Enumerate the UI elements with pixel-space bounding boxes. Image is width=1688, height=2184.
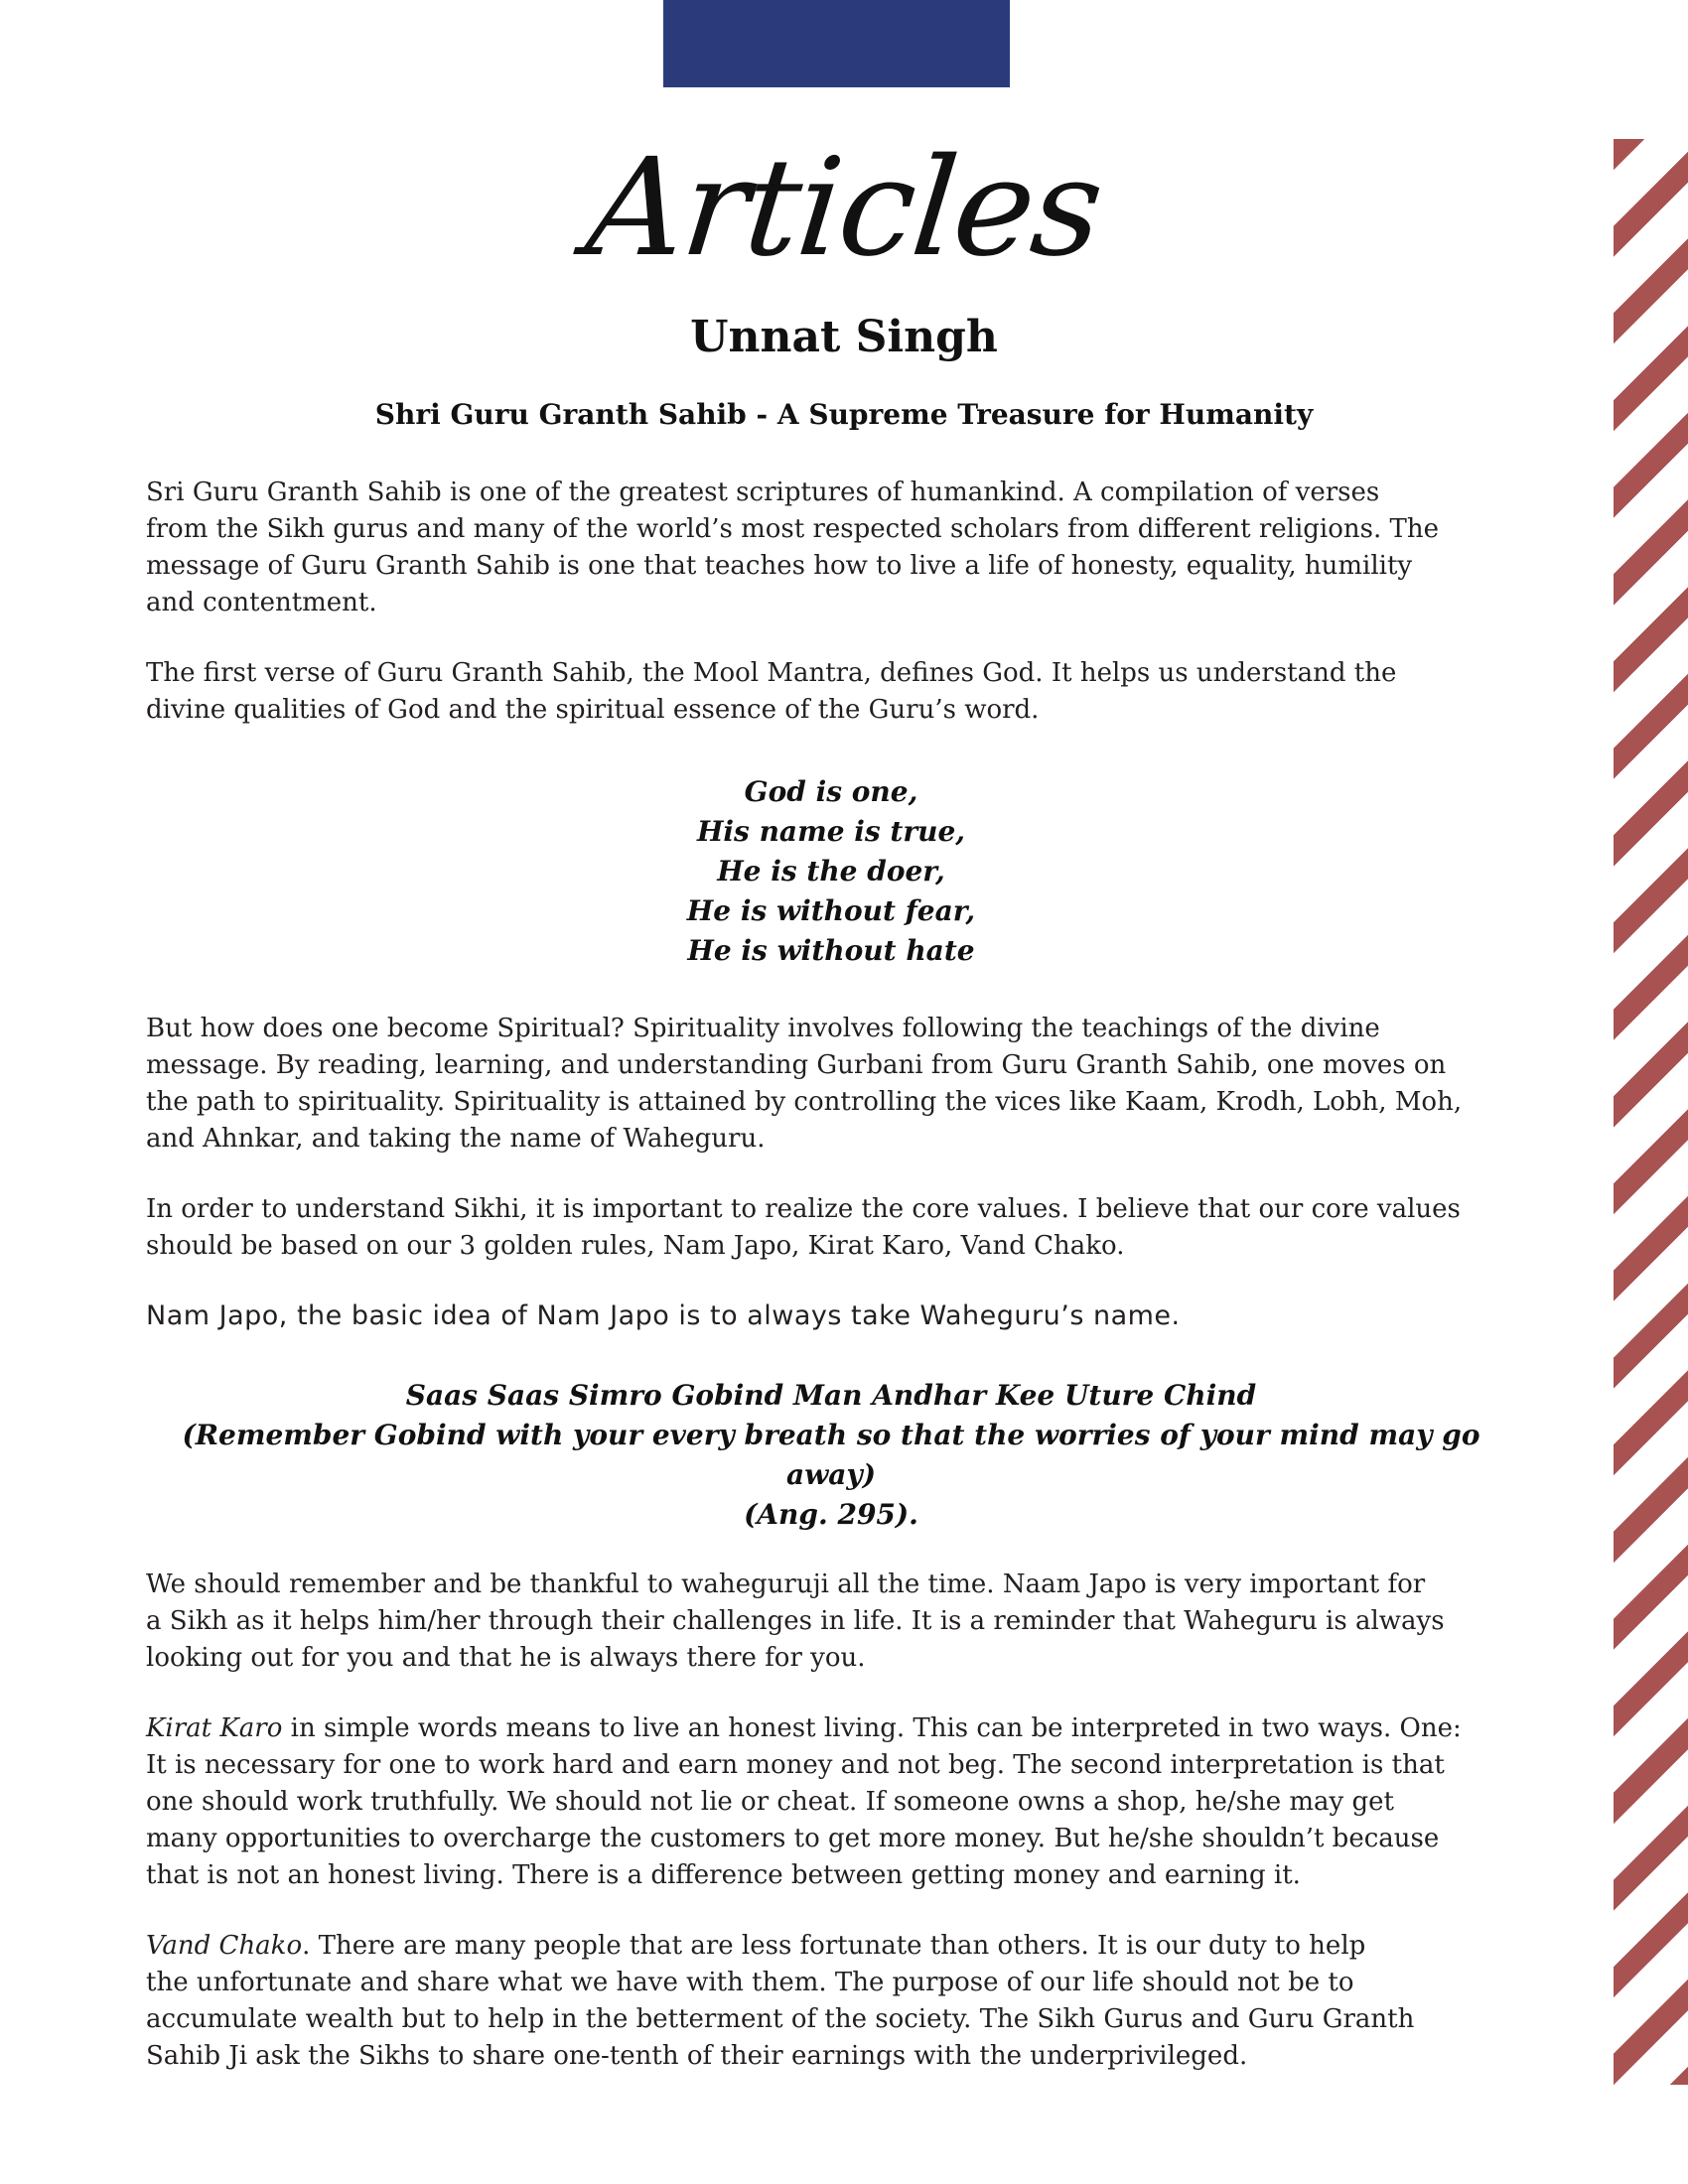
paragraph-vand-chako [146,1928,1516,2075]
page-title: Articles [580,130,1108,287]
verse-gurbani-quote: Saas Saas Simro Gobind Man Andhar Kee Uture Chind (Remember Gobind with your every breath so that the worries of your mind may go away) (Ang. 295). [182,1379,1480,1531]
article-body [146,475,1516,2075]
paragraph-core-values: In order to understand Sikhi, it is important to realize the core values. I believe that our core values should be based on our 3 golden rules, Nam Japo, Kirat Karo, Vand Chako. [146,1194,1461,1261]
author-name: Unnat Singh [690,312,998,362]
paragraph-kirat-karo-text: in simple words means to live an honest living. This can be interpreted in two ways. One: It is necessary for one to work hard and earn money and not beg. The second interpretation is that one should work truthfully. We should not lie or cheat. If someone owns a shop, he/she may get many opportunities to overcharge the customers to get more money. But he/she shouldn’t because that is not an honest living. There is a difference between getting money and earning it. [146,1713,1462,1890]
paragraph-spirituality: But how does one become Spiritual? Spirituality involves following the teachings of the divine message. By reading, learning, and understanding Gurbani from Guru Granth Sahib, one moves on the path to spirituality. Spirituality is attained by controlling the vices like Kaam, Krodh, Lobh, Moh, and Ahnkar, and taking the name of Waheguru. [146,1014,1463,1154]
header-accent-bar [663,0,1010,87]
term-kirat-karo: Kirat Karo [146,1713,283,1743]
term-vand-chako: Vand Chako [146,1931,303,1961]
paragraph-nam-japo: Nam Japo, the basic idea of Nam Japo is to always take Waheguru’s name. [146,1300,1181,1331]
paragraph-naam-japo-importance: We should remember and be thankful to waheguruji all the time. Naam Japo is very important for a Sikh as it helps him/her through their challenges in life. It is a reminder that Waheguru is always looking out for you and that he is always there for you. [146,1570,1445,1673]
paragraph-vand-chako-text: . There are many people that are less fortunate than others. It is our duty to help the unfortunate and share what we have with them. The purpose of our life should not be to accumulate wealth but to help in the betterment of the society. The Sikh Gurus and Guru Granth Sahib Ji ask the Sikhs to share one-tenth of their earnings with the underprivileged. [146,1931,1415,2071]
paragraph-mool-mantra: The first verse of Guru Granth Sahib, the Mool Mantra, defines God. It helps us understand the divine qualities of God and the spiritual essence of the Guru’s word. [146,658,1397,725]
article-subtitle: Shri Guru Granth Sahib - A Supreme Treasure for Humanity [374,398,1314,431]
verse-mool-mantra: God is one, His name is true, He is the doer, He is without fear, He is without hate [686,775,976,967]
paragraph-intro: Sri Guru Granth Sahib is one of the greatest scriptures of humankind. A compilation of verses from the Sikh gurus and many of the world’s most respected scholars from different religions. The message of Guru Granth Sahib is one that teaches how to live a life of honesty, equality, humility and contentment. [146,478,1439,617]
paragraph-kirat-karo [146,1710,1516,1894]
